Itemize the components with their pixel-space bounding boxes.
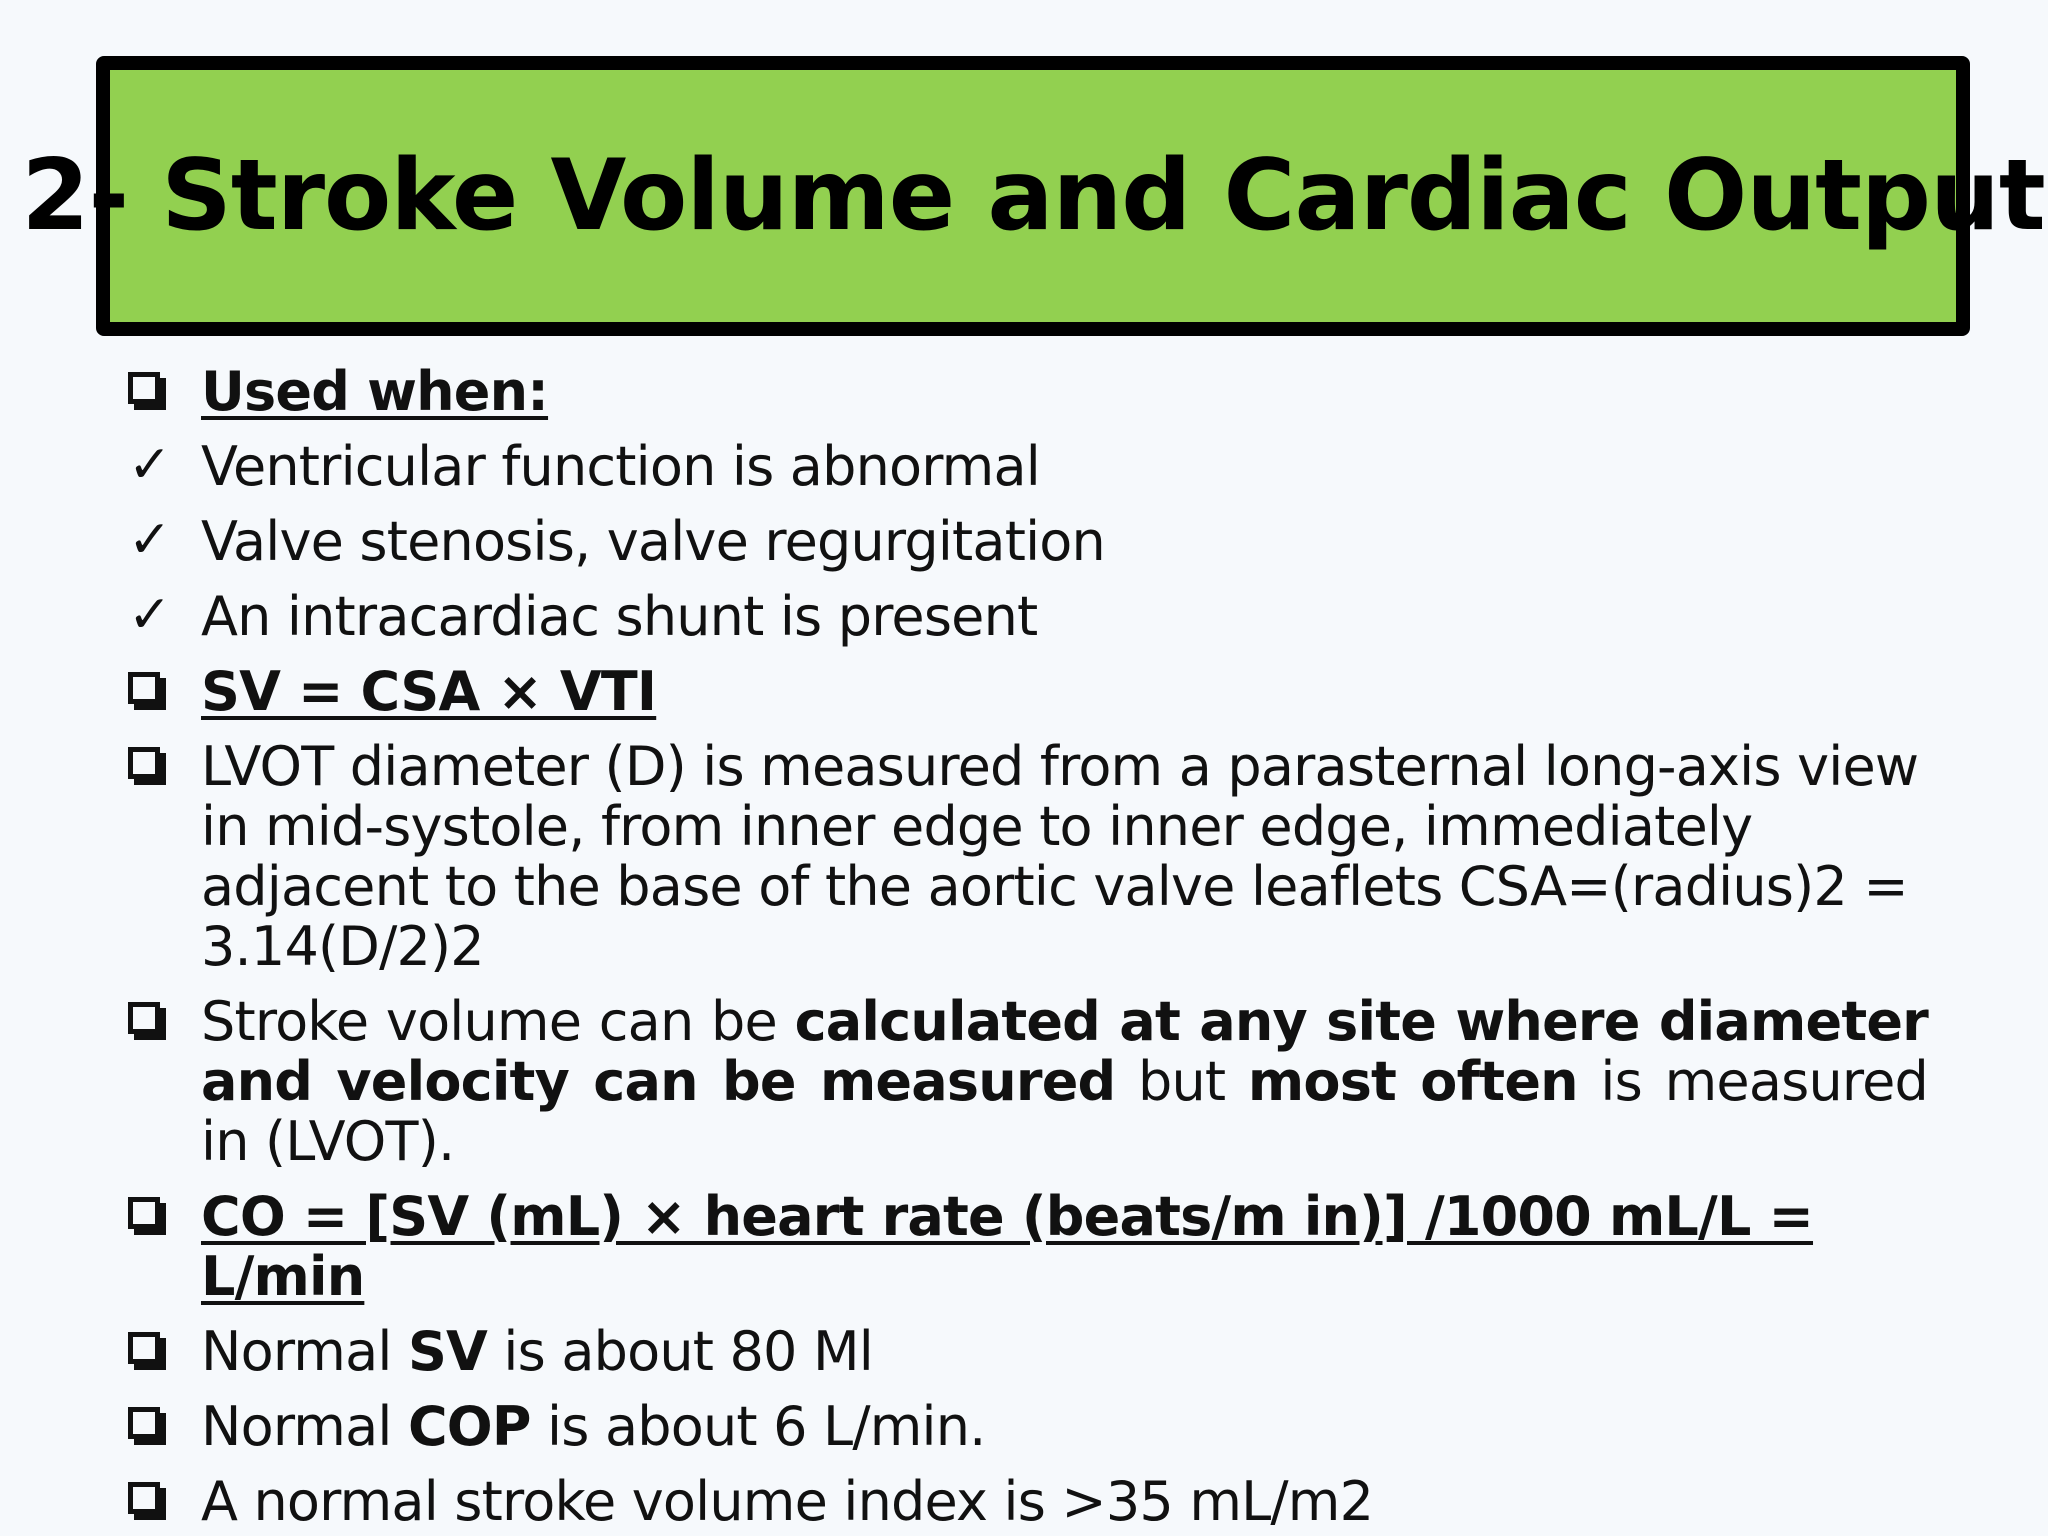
checkbox-icon: [128, 1002, 160, 1034]
item-text-bold: calculated at any site where diameter and velocity can be measured: [201, 990, 1928, 1113]
checkmark-icon: ✓: [128, 510, 171, 570]
item-text-bold: SV: [407, 1320, 488, 1383]
list-item: [128, 992, 1928, 1172]
checkbox-icon: [128, 1482, 160, 1514]
checkbox-icon: [128, 672, 160, 704]
list-item: [128, 737, 1928, 977]
item-text: Stroke volume can be: [201, 990, 795, 1053]
checkmark-icon: ✓: [128, 585, 171, 645]
checkbox-icon: [128, 1332, 160, 1364]
sv-formula: SV = CSA × VTI: [201, 660, 657, 723]
item-text-bold: most often: [1247, 1050, 1578, 1113]
item-text: is about 6 L/min.: [530, 1395, 986, 1458]
list-item: [128, 1322, 1928, 1382]
lvot-text: LVOT diameter (D) is measured from a parasternal long-axis view in mid-systole, from inner edge to inner edge, immediately adjacent to the base of the aortic valve leaflets CSA=(radius)2 = 3.14(D/2)2: [201, 735, 1919, 978]
slide-title: 2- Stroke Volume and Cardiac Output: [21, 139, 2045, 253]
list-item: [128, 1187, 1928, 1307]
used-when-heading: Used when:: [201, 360, 549, 423]
list-item: [128, 587, 1928, 647]
checkbox-icon: [128, 1197, 160, 1229]
bullet-list: [128, 362, 1928, 1532]
item-text: Normal: [201, 1395, 408, 1458]
list-item: [128, 1472, 1928, 1532]
checkbox-icon: [128, 372, 160, 404]
item-text: but: [1115, 1050, 1248, 1113]
item-text: Valve stenosis, valve regurgitation: [201, 510, 1105, 573]
item-text: An intracardiac shunt is present: [201, 585, 1038, 648]
list-item: [128, 437, 1928, 497]
title-banner: [21, 56, 2045, 336]
item-text: Ventricular function is abnormal: [201, 435, 1040, 498]
co-formula: CO = [SV (mL) × heart rate (beats/m in)] /1000 mL/L = L/min: [201, 1185, 1814, 1308]
checkbox-icon: [128, 1407, 160, 1439]
item-text: Normal: [201, 1320, 408, 1383]
list-item: [128, 512, 1928, 572]
checkmark-icon: ✓: [128, 435, 171, 495]
item-text: A normal stroke volume index is >35 mL/m2: [201, 1470, 1374, 1533]
list-item: [128, 1397, 1928, 1457]
item-text: is about 80 Ml: [487, 1320, 873, 1383]
item-text-bold: COP: [407, 1395, 531, 1458]
list-item: [128, 662, 1928, 722]
item-text: is measured in (LVOT).: [201, 1050, 1928, 1173]
checkbox-icon: [128, 747, 160, 779]
list-item: [128, 362, 1928, 422]
